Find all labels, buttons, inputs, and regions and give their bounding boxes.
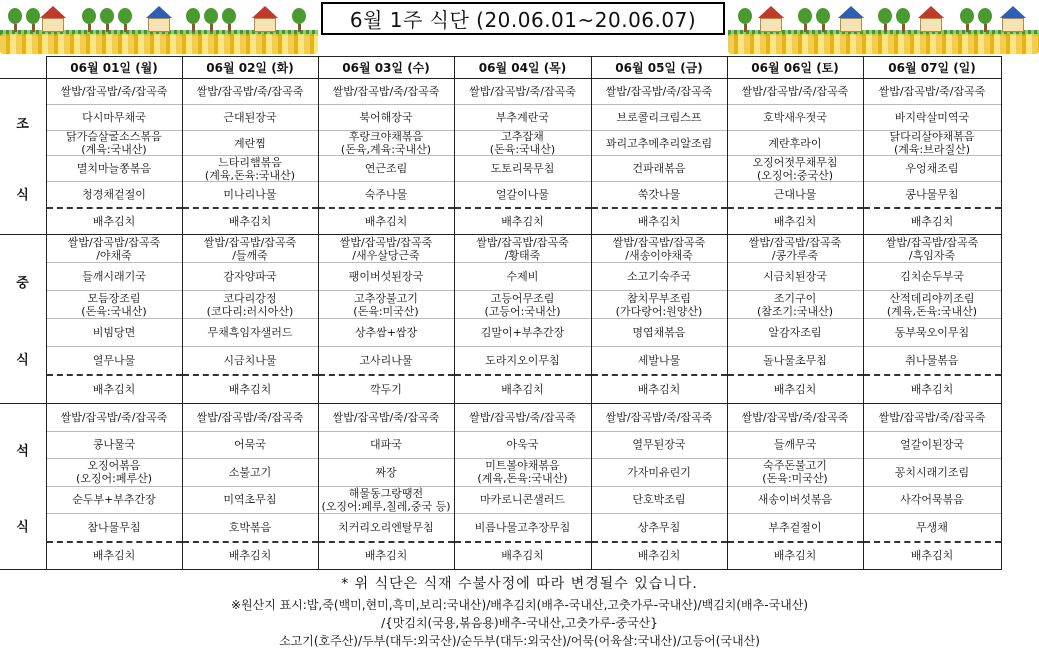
breakfast-day-cell (46, 79, 182, 235)
menu-item: 조기구이 (참조기:국내산) (728, 291, 863, 319)
kimchi-item: 배추김치 (92, 383, 136, 396)
day-header: 06월 02일 (화) (182, 57, 318, 79)
menu-item: 상추쌈+쌈장 (319, 319, 454, 347)
menu-item: 콩나물국 (47, 432, 182, 460)
day-header: 06월 06일 (토) (727, 57, 863, 79)
kimchi-item: 배추김치 (773, 215, 817, 229)
weekly-menu-table (0, 56, 1002, 570)
rice-option-item: 쌀밥/잡곡밥/죽/잡곡죽 (728, 79, 863, 105)
menu-item: 시금치나물 (183, 347, 318, 376)
breakfast-label-cell (0, 79, 46, 235)
rice-option-item: 쌀밥/잡곡밥/죽/잡곡죽 (47, 79, 182, 105)
day-header-row (0, 57, 1001, 79)
rice-option-item: 쌀밥/잡곡밥/잡곡죽 /새우살당근죽 (319, 235, 454, 263)
rice-option-item: 쌀밥/잡곡밥/죽/잡곡죽 (592, 79, 727, 105)
corner-cell (0, 57, 46, 79)
menu-item: 후랑크야채볶음 (돈육,계육:국내산) (319, 131, 454, 157)
menu-item: 명엽채볶음 (592, 319, 727, 347)
lunch-day-cell (318, 235, 454, 404)
day-header: 06월 07일 (일) (863, 57, 1001, 79)
menu-item: 청경채겉절이 (47, 182, 182, 209)
breakfast-day-cell (727, 79, 863, 235)
menu-item: 오징어젓무채무침 (오징어:중국산) (728, 156, 863, 182)
kimchi-item: 배추김치 (910, 215, 954, 229)
menu-item: 얼갈이나물 (455, 182, 591, 209)
menu-item: 들깨시래기국 (47, 263, 182, 291)
menu-item: 짜장 (319, 459, 454, 487)
menu-item: 취나물볶음 (864, 347, 1001, 376)
dinner-label-second: 식 (16, 520, 29, 536)
menu-item: 계란찜 (183, 131, 318, 157)
menu-item: 소고기숙주국 (592, 263, 727, 291)
kimchi-item: 배추김치 (501, 549, 544, 563)
breakfast-label-second: 식 (16, 188, 29, 204)
kimchi-item: 배추김치 (773, 383, 817, 396)
lunch-day-cell (182, 235, 318, 404)
kimchi-item: 배추김치 (228, 549, 272, 563)
lunch-row (0, 235, 1001, 404)
menu-item: 가자미유린기 (592, 459, 727, 487)
menu-item: 미역초무침 (183, 487, 318, 515)
menu-item: 순두부+부추간장 (47, 487, 182, 515)
menu-item: 김말이+부추간장 (455, 319, 591, 347)
menu-item: 근대된장국 (183, 105, 318, 131)
dinner-day-cell (46, 404, 182, 570)
village-illustration-right (728, 0, 1039, 56)
menu-item: 무채흑임자샐러드 (183, 319, 318, 347)
rice-option-item: 쌀밥/잡곡밥/잡곡죽 /황태죽 (455, 235, 591, 263)
menu-item: 팽이버섯된장국 (319, 263, 454, 291)
kimchi-item: 배추김치 (364, 549, 408, 563)
menu-item: 숙주나물 (319, 182, 454, 209)
menu-item: 상추무침 (592, 514, 727, 543)
menu-item: 브로콜리크림스프 (592, 105, 727, 131)
rice-option-item: 쌀밥/잡곡밥/죽/잡곡죽 (455, 404, 591, 432)
kimchi-item: 배추김치 (92, 215, 136, 229)
menu-item: 닭다리살야채볶음 (계육:브라질산) (864, 131, 1001, 157)
menu-item: 계란후라이 (728, 131, 863, 157)
rice-option-item: 쌀밥/잡곡밥/죽/잡곡죽 (319, 404, 454, 432)
dinner-day-cell (318, 404, 454, 570)
rice-option-item: 쌀밥/잡곡밥/죽/잡곡죽 (47, 404, 182, 432)
kimchi-item: 배추김치 (637, 549, 681, 563)
menu-item: 새송이버섯볶음 (728, 487, 863, 515)
rice-option-item: 쌀밥/잡곡밥/죽/잡곡죽 (864, 404, 1001, 432)
menu-item: 단호박조림 (592, 487, 727, 515)
menu-item: 김치순두부국 (864, 263, 1001, 291)
menu-item: 호박새우젓국 (728, 105, 863, 131)
menu-item: 미트볼야채볶음 (계육,돈육:국내산) (455, 459, 591, 487)
lunch-label-first: 중 (16, 275, 29, 291)
kimchi-item: 배추김치 (228, 383, 272, 396)
kimchi-item: 깍두기 (370, 383, 402, 396)
breakfast-day-cell (182, 79, 318, 235)
menu-item: 알감자조림 (728, 319, 863, 347)
menu-item: 소불고기 (183, 459, 318, 487)
menu-item: 닭가슴살굴소스볶음 (계육:국내산) (47, 131, 182, 157)
kimchi-item: 배추김치 (773, 549, 817, 563)
change-notice: * 위 식단은 식재 수불사정에 따라 변경될수 있습니다. (341, 576, 698, 592)
menu-item: 수제비 (455, 263, 591, 291)
menu-item: 비빔당면 (47, 319, 182, 347)
menu-item: 호박볶음 (183, 514, 318, 543)
kimchi-item: 배추김치 (637, 383, 681, 396)
menu-item: 북어해장국 (319, 105, 454, 131)
kimchi-item: 배추김치 (501, 215, 544, 229)
rice-option-item: 쌀밥/잡곡밥/죽/잡곡죽 (319, 79, 454, 105)
lunch-label-cell (0, 235, 46, 404)
menu-item: 돌나물초무침 (728, 347, 863, 376)
menu-item: 참치무부조림 (가다랑어:원양산) (592, 291, 727, 319)
lunch-day-cell (591, 235, 727, 404)
kimchi-item: 배추김치 (910, 383, 954, 396)
rice-option-item: 쌀밥/잡곡밥/잡곡죽 /새송이야채죽 (592, 235, 727, 263)
menu-item: 치커리오리엔탈무침 (319, 514, 454, 543)
origin-note-line-1: ※원산지 표시:밥,죽(백미,현미,흑미,보리:국내산)/배추김치(배추-국내산,고춧가루-국내산)/백김치(배추-국내산) (230, 598, 809, 612)
menu-item: 시금치된장국 (728, 263, 863, 291)
rice-option-item: 쌀밥/잡곡밥/죽/잡곡죽 (183, 404, 318, 432)
dinner-day-cell (727, 404, 863, 570)
origin-note-line-2: /{맛김치(국용,볶음용)배추-국내산,고춧가루-중국산} (381, 616, 658, 630)
menu-item: 무생채 (864, 514, 1001, 543)
day-header: 06월 03일 (수) (318, 57, 454, 79)
kimchi-item: 배추김치 (910, 549, 954, 563)
menu-item: 연근조림 (319, 156, 454, 182)
menu-item: 감자양파국 (183, 263, 318, 291)
menu-item: 비름나물고추장무침 (455, 514, 591, 543)
menu-item: 고등어무조림 (고등어:국내산) (455, 291, 591, 319)
menu-item: 미나리나물 (183, 182, 318, 209)
breakfast-day-cell (318, 79, 454, 235)
breakfast-row (0, 79, 1001, 235)
dinner-label-first: 석 (16, 444, 29, 460)
menu-item: 꽈리고추메추리알조림 (592, 131, 727, 157)
rice-option-item: 쌀밥/잡곡밥/죽/잡곡죽 (864, 79, 1001, 105)
rice-option-item: 쌀밥/잡곡밥/잡곡죽 /흑임자죽 (864, 235, 1001, 263)
menu-item: 산적데리야끼조림 (계육,돈육:국내산) (864, 291, 1001, 319)
lunch-day-cell (46, 235, 182, 404)
menu-item: 모듬장조림 (돈육:국내산) (47, 291, 182, 319)
menu-item: 건파래볶음 (592, 156, 727, 182)
lunch-day-cell (863, 235, 1001, 404)
menu-item: 콩나물무침 (864, 182, 1001, 209)
rice-option-item: 쌀밥/잡곡밥/죽/잡곡죽 (183, 79, 318, 105)
menu-item: 도라지오이무침 (455, 347, 591, 376)
dinner-row (0, 404, 1001, 570)
kimchi-item: 배추김치 (228, 215, 272, 229)
menu-item: 사각어묵볶음 (864, 487, 1001, 515)
menu-item: 아욱국 (455, 432, 591, 460)
menu-item: 열무나물 (47, 347, 182, 376)
menu-item: 부추계란국 (455, 105, 591, 131)
menu-item: 고추잡채 (돈육:국내산) (455, 131, 591, 157)
notes-section (0, 572, 1039, 650)
kimchi-item: 배추김치 (364, 215, 408, 229)
lunch-label-second: 식 (16, 353, 29, 369)
lunch-day-cell (727, 235, 863, 404)
menu-item: 쑥갓나물 (592, 182, 727, 209)
kimchi-item: 배추김치 (92, 549, 136, 563)
menu-item: 어묵국 (183, 432, 318, 460)
rice-option-item: 쌀밥/잡곡밥/죽/잡곡죽 (592, 404, 727, 432)
menu-item: 열무된장국 (592, 432, 727, 460)
menu-item: 부추겉절이 (728, 514, 863, 543)
dinner-day-cell (591, 404, 727, 570)
menu-item: 바지락살미역국 (864, 105, 1001, 131)
breakfast-day-cell (863, 79, 1001, 235)
menu-item: 숙주돈불고기 (돈육:미국산) (728, 459, 863, 487)
menu-item: 오징어볶음 (오징어:페루산) (47, 459, 182, 487)
day-header: 06월 04일 (목) (454, 57, 591, 79)
rice-option-item: 쌀밥/잡곡밥/죽/잡곡죽 (728, 404, 863, 432)
rice-option-item: 쌀밥/잡곡밥/잡곡죽 /들깨죽 (183, 235, 318, 263)
menu-item: 동부묵오이무침 (864, 319, 1001, 347)
kimchi-item: 배추김치 (501, 383, 544, 396)
menu-item: 세발나물 (592, 347, 727, 376)
day-header: 06월 01일 (월) (46, 57, 182, 79)
page-header (0, 0, 1039, 56)
menu-item: 근대나물 (728, 182, 863, 209)
menu-title: 6월 1주 식단 (20.06.01~20.06.07) (321, 2, 725, 35)
breakfast-day-cell (591, 79, 727, 235)
rice-option-item: 쌀밥/잡곡밥/잡곡죽 /야채죽 (47, 235, 182, 263)
menu-item: 코다리강정 (코다리:러시아산) (183, 291, 318, 319)
menu-item: 대파국 (319, 432, 454, 460)
rice-option-item: 쌀밥/잡곡밥/잡곡죽 /콩가루죽 (728, 235, 863, 263)
origin-note-line-3: 소고기(호주산)/두부(대두:외국산)/순두부(대두:외국산)/어묵(어육살:국내산)/고등어(국내산) (279, 634, 760, 648)
menu-item: 고사리나물 (319, 347, 454, 376)
menu-item: 다시마무채국 (47, 105, 182, 131)
menu-item: 얼갈이된장국 (864, 432, 1001, 460)
dinner-day-cell (863, 404, 1001, 570)
kimchi-item: 배추김치 (637, 215, 681, 229)
menu-item: 고추장불고기 (돈육:미국산) (319, 291, 454, 319)
menu-item: 느타리햄볶음 (계육,돈육:국내산) (183, 156, 318, 182)
menu-item: 마카로니콘샐러드 (455, 487, 591, 515)
breakfast-day-cell (454, 79, 591, 235)
lunch-day-cell (454, 235, 591, 404)
menu-item: 도토리묵무침 (455, 156, 591, 182)
menu-item: 해물동그랑땡전 (오징어:페루,칠레,중국 등) (319, 487, 454, 515)
menu-item: 들깨무국 (728, 432, 863, 460)
village-illustration-left (0, 0, 318, 56)
menu-item: 참나물무침 (47, 514, 182, 543)
day-header: 06월 05일 (금) (591, 57, 727, 79)
dinner-day-cell (454, 404, 591, 570)
menu-item: 우엉채조림 (864, 156, 1001, 182)
breakfast-label-first: 조 (16, 117, 29, 133)
rice-option-item: 쌀밥/잡곡밥/죽/잡곡죽 (455, 79, 591, 105)
dinner-label-cell (0, 404, 46, 570)
menu-item: 꽁치시래기조림 (864, 459, 1001, 487)
dinner-day-cell (182, 404, 318, 570)
menu-item: 멸치마늘쫑볶음 (47, 156, 182, 182)
